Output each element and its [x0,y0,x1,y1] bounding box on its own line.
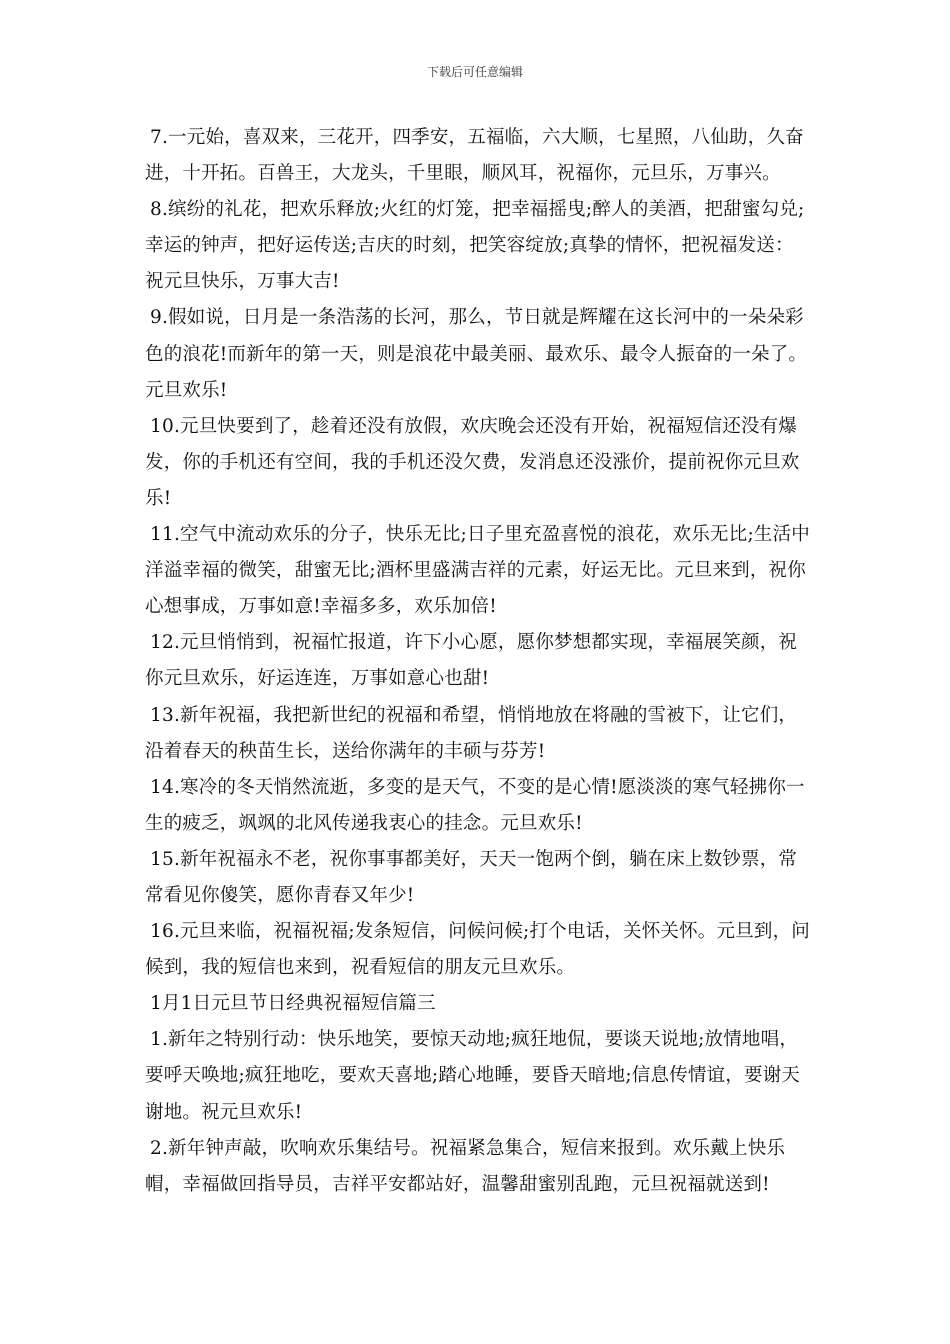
paragraph-wish-11: 11.空气中流动欢乐的分子，快乐无比;日子里充盈喜悦的浪花，欢乐无比;生活中洋溢幸福的微笑，甜蜜无比;酒杯里盛满吉祥的元素，好运无比。元旦来到，祝你心想事成，万事如意!幸福多多，欢乐加倍! [145,524,810,618]
paragraph-wish-15: 15.新年祝福永不老，祝你事事都美好，天天一饱两个倒，躺在床上数钞票，常常看见你傻笑，愿你青春又年少! [145,848,798,906]
paragraph-wish-13: 13.新年祝福，我把新世纪的祝福和希望，悄悄地放在将融的雪被下，让它们，沿着春天的秧苗生长，送给你满年的丰硕与芬芳! [145,704,798,762]
paragraph-wish-10: 10.元旦快要到了，趁着还没有放假，欢庆晚会还没有开始，祝福短信还没有爆发，你的手机还有空间，我的手机还没欠费，发消息还没涨价，提前祝你元旦欢乐! [145,415,800,509]
paragraph-wish-14: 14.寒冷的冬天悄然流逝，多变的是天气，不变的是心情!愿淡淡的寒气轻拂你一生的疲乏，飒飒的北风传递我衷心的挂念。元旦欢乐! [145,776,805,834]
paragraph-wish-12: 12.元旦悄悄到，祝福忙报道，许下小心愿，愿你梦想都实现，幸福展笑颜，祝你元旦欢乐，好运连连，万事如意心也甜! [145,632,798,690]
paragraph-wish-16: 16.元旦来临，祝福祝福;发条短信，问候问候;打个电话，关怀关怀。元旦到，问候到，我的短信也来到，祝看短信的朋友元旦欢乐。 [145,921,810,979]
document-body [145,120,810,1203]
paragraph-wish-9: 9.假如说，日月是一条浩荡的长河，那么，节日就是辉耀在这长河中的一朵朵彩色的浪花!而新年的第一天，则是浪花中最美丽、最欢乐、最令人振奋的一朵了。元旦欢乐! [145,307,808,401]
paragraph-section3-wish-2: 2.新年钟声敲，吹响欢乐集结号。祝福紧急集合，短信来报到。欢乐戴上快乐帽，幸福做回指导员，吉祥平安都站好，温馨甜蜜别乱跑，元旦祝福就送到! [145,1137,786,1195]
page-header: 下载后可任意编辑 [426,65,523,79]
paragraph-wish-8: 8.缤纷的礼花，把欢乐释放;火红的灯笼，把幸福摇曳;醉人的美酒，把甜蜜勾兑;幸运的钟声，把好运传送;吉庆的时刻，把笑容绽放;真挚的情怀，把祝福发送：祝元旦快乐，万事大吉! [145,199,805,293]
paragraph-section3-wish-1: 1.新年之特别行动：快乐地笑，要惊天动地;疯狂地侃，要谈天说地;放情地唱，要呼天唤地;疯狂地吃，要欢天喜地;踏心地睡，要昏天暗地;信息传情谊，要谢天谢地。祝元旦欢乐! [145,1029,801,1123]
section-heading: 1月1日元旦节日经典祝福短信篇三 [150,993,436,1015]
paragraph-wish-7: 7.一元始，喜双来，三花开，四季安，五福临，六大顺，七星照，八仙助，久奋进，十开拓。百兽王，大龙头，千里眼，顺风耳，祝福你，元旦乐，万事兴。 [145,127,804,185]
